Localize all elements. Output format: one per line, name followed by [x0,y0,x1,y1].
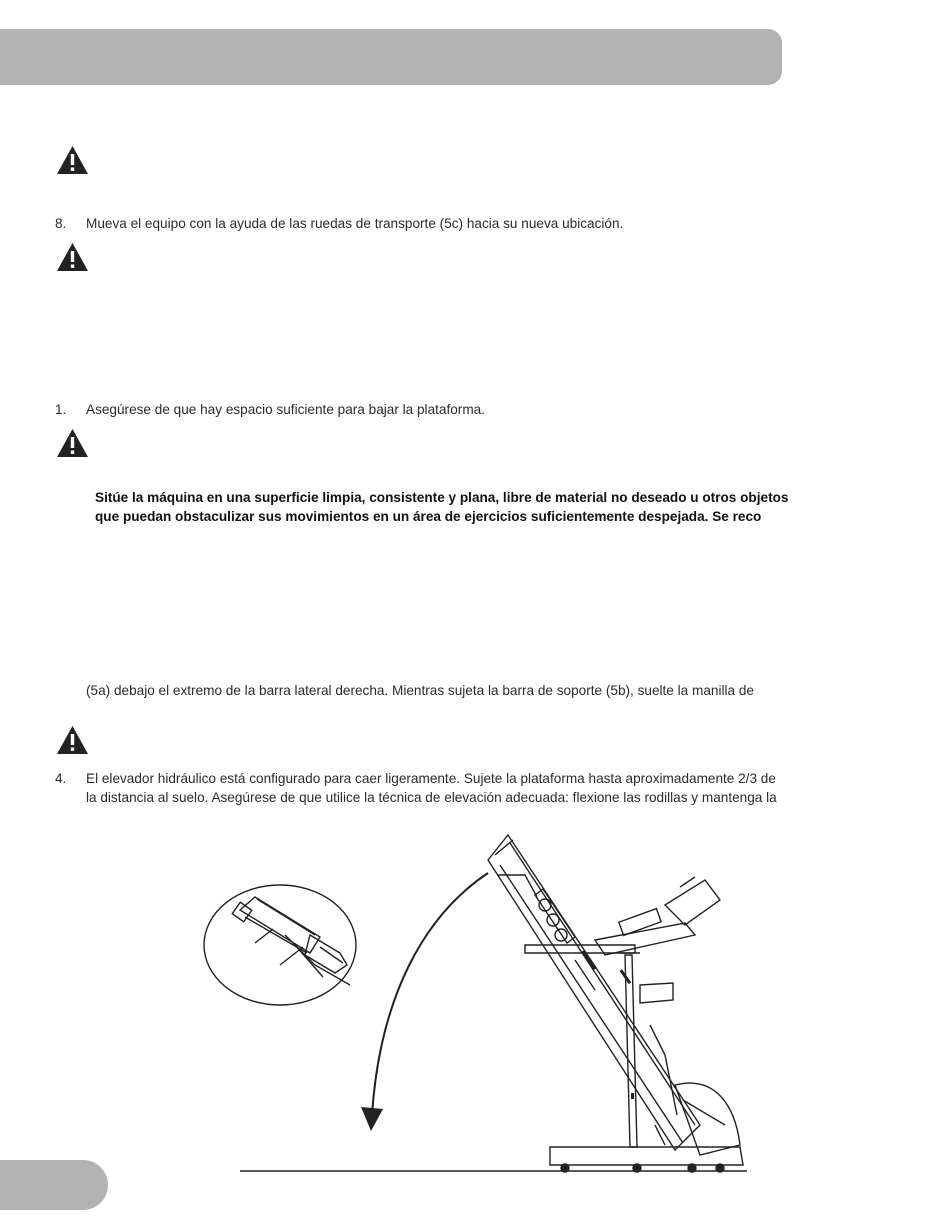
fragment-text: (5a) debajo el extremo de la barra lateral derecha. Mientras sujeta la barra de soporte (5b), suelte la manilla de [86,683,754,698]
step-8-number: 8. [55,216,67,231]
warning-triangle-icon [55,724,90,756]
warning-triangle-icon [55,427,90,459]
notice-line-2: que puedan obstaculizar sus movimientos en un área de ejercicios suficientemente despejada. Se reco [95,509,762,524]
step-4-number: 4. [55,771,67,786]
step-1-number: 1. [55,402,67,417]
step-1-text: Asegúrese de que hay espacio suficiente para bajar la plataforma. [86,402,485,417]
notice-line-1: Sitúe la máquina en una superficie limpia, consistente y plana, libre de material no deseado u otros objetos [95,490,789,505]
header-bar [0,29,782,85]
page-number-tab [0,1160,108,1210]
step-4-line-2: la distancia al suelo. Asegúrese de que utilice la técnica de elevación adecuada: flexione las rodillas y mantenga la [86,790,777,805]
detail-callout-ellipse [204,885,356,1005]
arrow-down-icon [361,1107,383,1131]
warning-triangle-icon [55,144,90,176]
step-8-text: Mueva el equipo con la ayuda de las ruedas de transporte (5c) hacia su nueva ubicación. [86,216,624,231]
warning-triangle-icon [55,241,90,273]
treadmill-folding-illustration [195,825,755,1177]
step-4-line-1: El elevador hidráulico está configurado para caer ligeramente. Sujete la plataforma hasta aproximadamente 2/3 de [86,771,776,786]
